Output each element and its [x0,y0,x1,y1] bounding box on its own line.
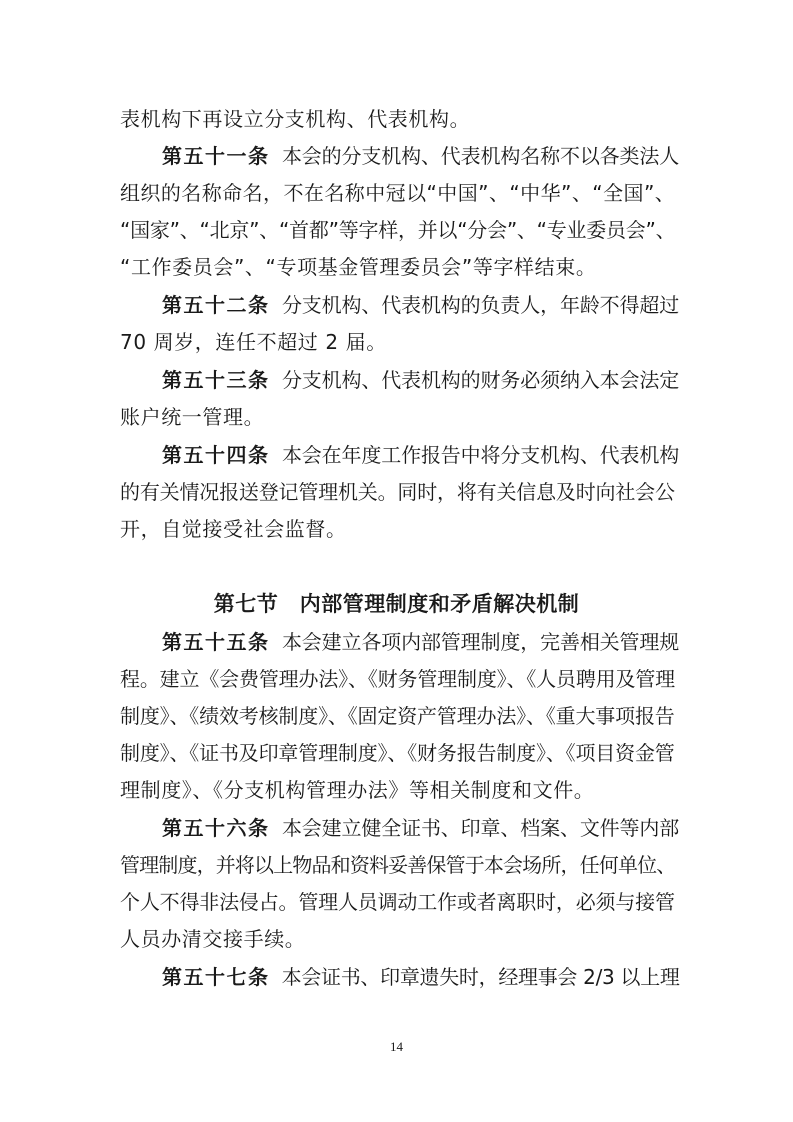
article-55-first-line [162,624,680,660]
article-text: 本会建立各项内部管理制度，完善相关管理规 [281,630,680,654]
body-line: 70 周岁，连任不超过 2 届。 [120,330,387,354]
article-number: 第五十五条 [162,630,270,654]
article-56-first-line [162,810,680,846]
body-line: 表机构下再设立分支机构、代表机构。 [120,107,471,131]
article-number: 第五十二条 [162,293,270,317]
article-53-first-line [162,362,680,398]
article-number: 第五十三条 [162,368,270,392]
page-number: 14 [390,1039,403,1054]
article-57-first-line [162,959,680,995]
body-line: 管理制度，并将以上物品和资料妥善保管于本会场所，任何单位、 [120,853,676,877]
body-line: 人员办清交接手续。 [120,927,306,951]
body-line: 的有关情况报送登记管理机关。同时，将有关信息及时向社会公 [120,480,675,504]
article-number: 第五十一条 [162,144,270,168]
article-number: 第五十六条 [162,816,270,840]
body-line: 程。建立《会费管理办法》、《财务管理制度》、《人员聘用及管理 [120,667,675,691]
article-52-first-line [162,287,680,323]
article-text: 本会证书、印章遗失时，经理事会 2/3 以上理 [281,965,680,989]
body-line: 个人不得非法侵占。管理人员调动工作或者离职时，必须与接管 [120,890,675,914]
body-line: “工作委员会”、“专项基金管理委员会”等字样结束。 [120,255,597,279]
article-51-first-line [162,138,680,174]
article-text: 分支机构、代表机构的财务必须纳入本会法定 [281,368,680,392]
article-text: 本会建立健全证书、印章、档案、文件等内部 [281,816,680,840]
article-text: 分支机构、代表机构的负责人，年龄不得超过 [281,293,680,317]
article-text: 本会的分支机构、代表机构名称不以各类法人 [281,144,680,168]
article-number: 第五十四条 [162,443,270,467]
article-54-first-line [162,437,680,473]
body-line: “国家”、“北京”、“首都”等字样，并以“分会”、“专业委员会”、 [120,218,676,242]
body-line: 理制度》、《分支机构管理办法》等相关制度和文件。 [120,778,595,802]
article-text: 本会在年度工作报告中将分支机构、代表机构 [281,443,680,467]
body-line: 组织的名称命名，不在名称中冠以“中国”、“中华”、“全国”、 [120,181,676,205]
body-line: 制度》、《证书及印章管理制度》、《财务报告制度》、《项目资金管 [120,741,675,765]
article-number: 第五十七条 [162,965,270,989]
section-heading: 第七节 内部管理制度和矛盾解决机制 [213,592,580,616]
body-line: 账户统一管理。 [120,405,265,429]
body-line: 制度》、《绩效考核制度》、《固定资产管理办法》、《重大事项报告 [120,704,675,728]
body-line: 开，自觉接受社会监督。 [120,517,347,541]
